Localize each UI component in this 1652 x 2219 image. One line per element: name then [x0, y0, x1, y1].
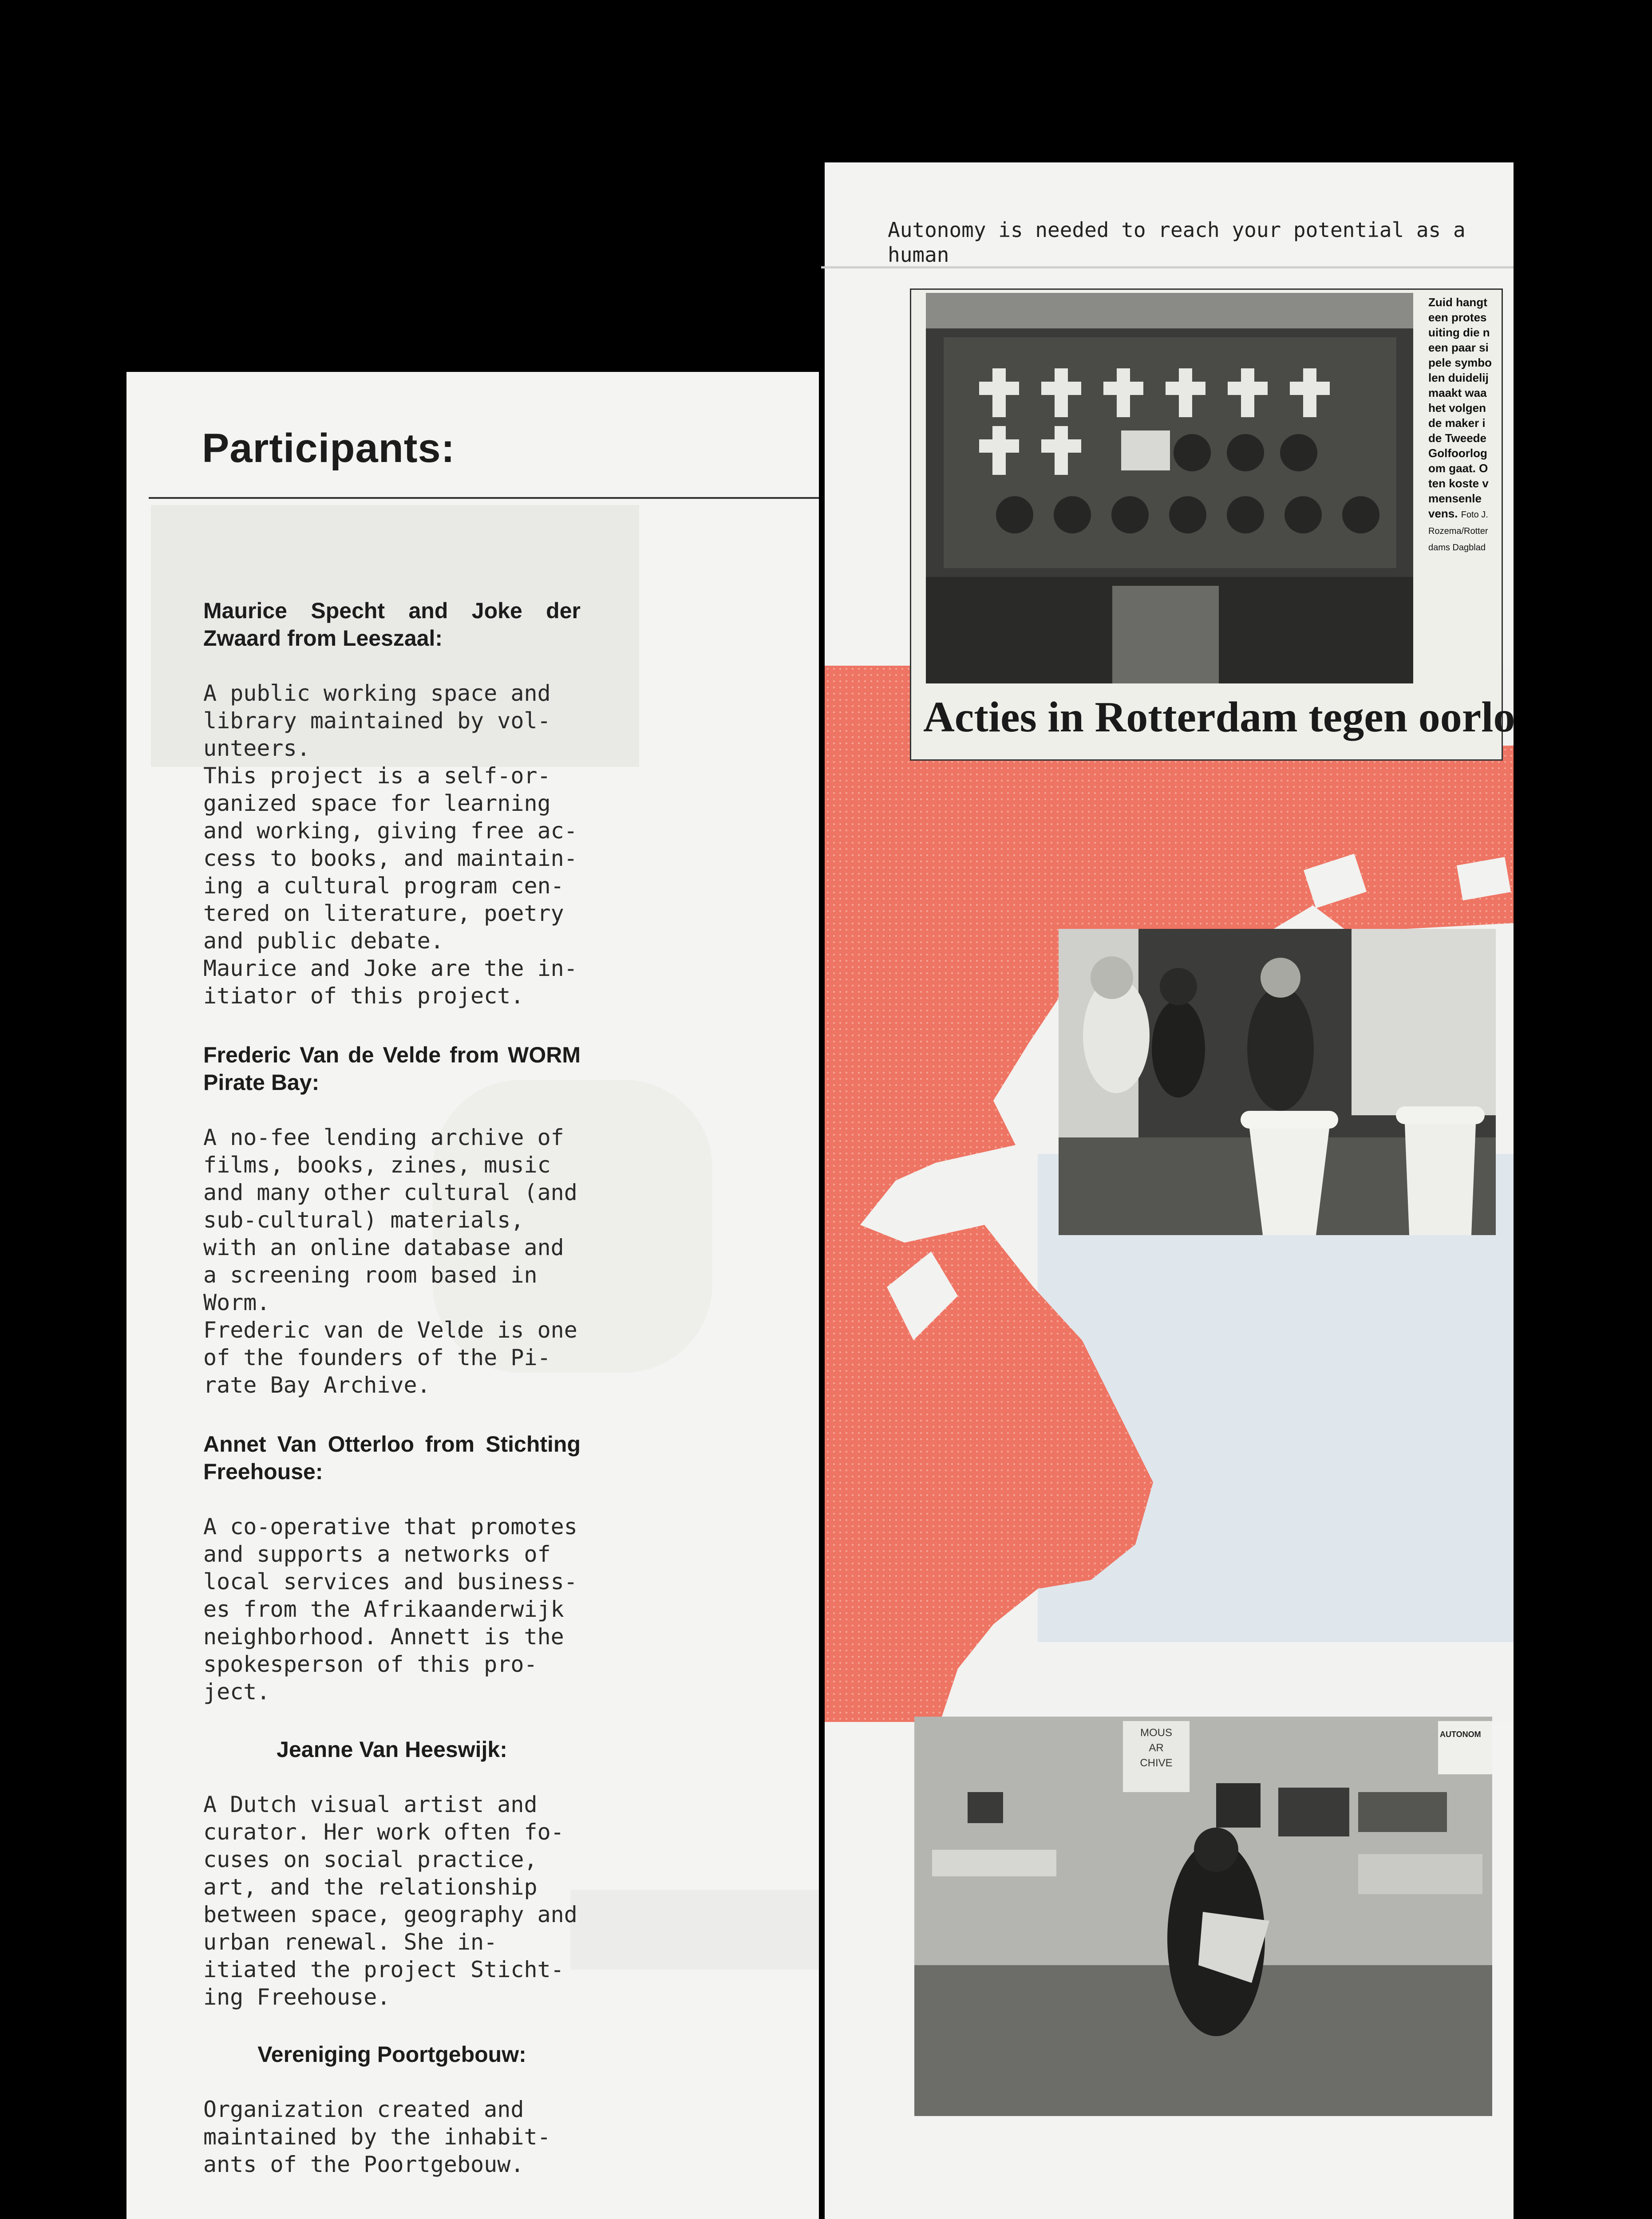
participant-entry — [203, 597, 581, 1010]
newspaper-column — [1428, 295, 1499, 553]
photo-credit: Foto J. Rozema/Rotter dams Dagblad — [1428, 510, 1488, 553]
discussion-photo — [1059, 929, 1496, 1235]
exhibition-sign: MOUS AR CHIVE — [1140, 1727, 1173, 1769]
exhibition-sign: AUTONOM — [1440, 1730, 1481, 1739]
participant-entry — [203, 1041, 581, 1399]
participant-description: Organization created and maintained by the inhabit-ants of the Poortgebouw. — [203, 2097, 551, 2177]
quote-text: Autonomy is needed to reach your potential as a human — [888, 218, 1466, 267]
participant-description: A public working space and library maintained by vol-unteers. This project is a self-or-ganized space for learning and working, giving free ac-cess to books, and maintain-ing a cultural program cen-tered on literature, poetry and public debate. Maurice and Joke are the in-itiator of this project. — [203, 680, 577, 1009]
participant-entry — [203, 1736, 581, 2011]
heading-rule — [149, 497, 819, 499]
exhibition-photo — [914, 1717, 1492, 2116]
show-through-block — [570, 1890, 819, 1970]
participant-name: Jeanne Van Heeswijk: — [277, 1737, 507, 1762]
participant-description: A no-fee lending archive of films, books, zines, music and many other cultural (and sub-cultural) materials, with an online database and a screening room based in Worm. Frederic van de Velde is one of the founders of the Pi-rate Bay Archive. — [203, 1125, 577, 1398]
participant-entry — [203, 2041, 581, 2178]
participant-name: Vereniging Poortgebouw: — [257, 2042, 526, 2067]
column-text: Zuid hangt een protes uiting die n een paar si pele symbo len duidelij maakt waa het volgen de maker i de Tweede Golfoorlog om gaat. O ten koste v mensenle vens. — [1428, 296, 1492, 520]
participant-description: A Dutch visual artist and curator. Her work often fo-cuses on social practice, art, and the relationship between space, geography and urban renewal. She in-itiated the project Sticht-ing Freehouse. — [203, 1792, 577, 2010]
participant-entry — [203, 1430, 581, 1706]
participant-name: Frederic Van de Velde from WORM Pirate Bay: — [203, 1042, 581, 1095]
participant-name: Maurice Specht and Joke der Zwaard from Leeszaal: — [203, 598, 581, 651]
participant-description: A co-operative that promotes and supports a networks of local services and business-es from the Afrikaanderwijk neighborhood. Annett is the spokesperson of this pro-ject. — [203, 1514, 577, 1705]
newspaper-photo — [926, 293, 1413, 683]
participants-sheet — [126, 372, 819, 2219]
participant-name: Annet Van Otterloo from Stichting Freehouse: — [203, 1432, 581, 1484]
page-title: Participants: — [202, 426, 455, 471]
newspaper-headline: Acties in Rotterdam tegen oorlo — [923, 693, 1515, 741]
